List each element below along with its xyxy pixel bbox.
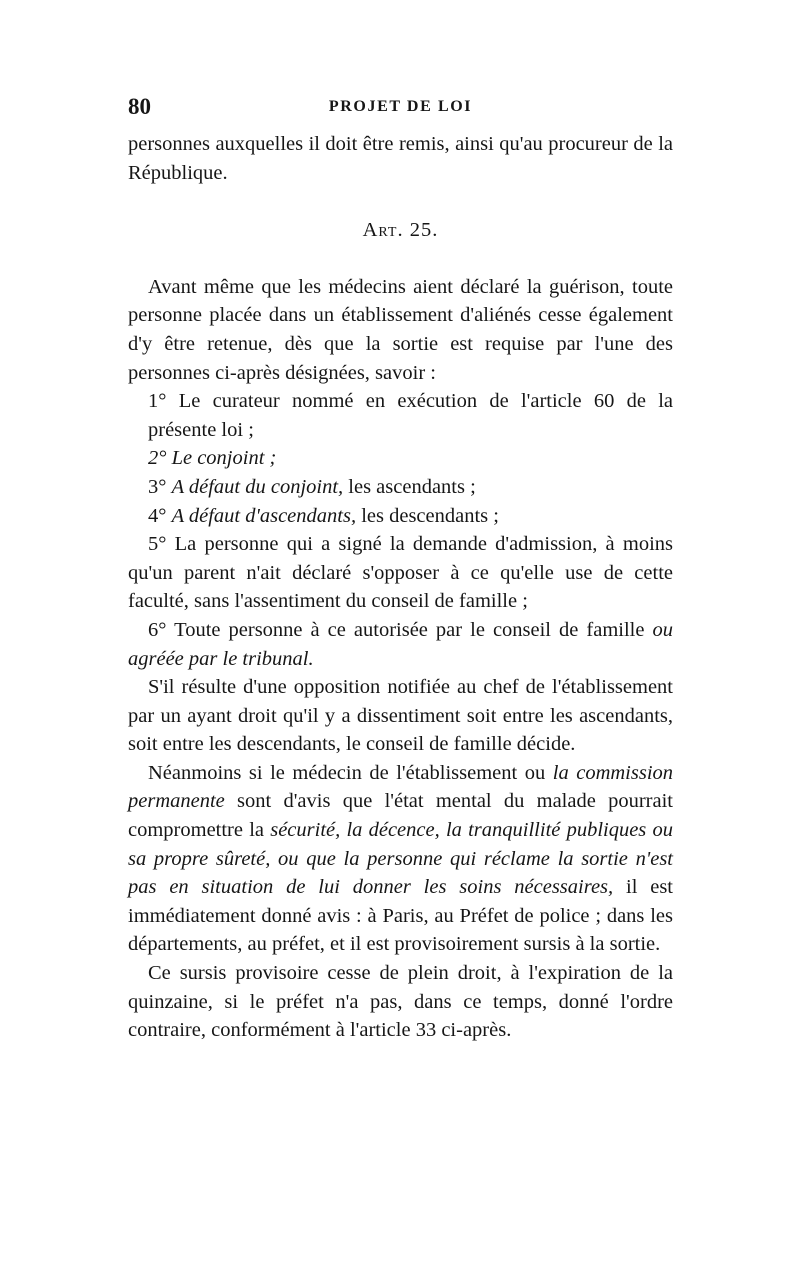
sursis-paragraph: Ce sursis provisoire cesse de plein droit, à l'expiration de la quinzaine, si le préfet n'a pas, dans ce temps, donné l'ordre contraire, conformément à l'article 33 ci-après. (128, 962, 673, 1042)
list-item-6 (128, 616, 673, 673)
page-header (128, 92, 673, 122)
list-item-2 (128, 444, 673, 473)
list-item-3-rest: les ascendants ; (348, 475, 476, 498)
neanmoins-text-1: Néanmoins si le médecin de l'établissement ou (148, 761, 546, 784)
list-item-4-rest: les descendants ; (361, 504, 499, 527)
list-item-5: 5° La personne qui a signé la demande d'admission, à moins qu'un parent n'ait déclaré s'opposer à ce qu'elle use de cette faculté, sans l'assentiment du conseil de famille ; (128, 533, 673, 613)
page-body (128, 130, 673, 1045)
neanmoins-text-2: sont d'avis que l'état mental du malade pourrait compromettre la (128, 790, 673, 842)
list-item-3-number: 3° (148, 475, 167, 498)
list-item-4-italic: A défaut d'ascendants, (171, 504, 357, 527)
running-title: PROJET DE LOI (328, 98, 473, 115)
list-item-3-italic: A défaut du conjoint, (171, 475, 344, 498)
intro-paragraph: Avant même que les médecins aient déclaré la guérison, toute personne placée dans un établissement d'aliénés cesse également d'y être retenue, dès que la sortie est requise par l'une des personnes ci-après désignées, savoir : (128, 275, 673, 384)
list-item-3 (128, 473, 673, 502)
list-item-6-italic: ou agréée par le tribunal. (128, 618, 673, 670)
list-item-4-number: 4° (148, 504, 167, 527)
article-heading: Art. 25. (362, 219, 439, 242)
neanmoins-italic-2: sécurité, la décence, la tranquillité publiques ou sa propre sûreté, ou que la personne qui réclame la sortie n'est pas en situation de lui donner les soins nécessaires, (128, 819, 674, 899)
neanmoins-italic-1: la commission permanente (128, 761, 674, 813)
neanmoins-text-3: il est immédiatement donné avis : à Paris, au Préfet de police ; dans les départements, au préfet, et il est provisoirement sursis à la sortie. (128, 876, 674, 956)
list-item-4 (128, 502, 673, 531)
neanmoins-paragraph (128, 759, 673, 959)
page-number: 80 (128, 94, 151, 119)
list-item-6-text: 6° Toute personne à ce autorisée par le conseil de famille (148, 618, 645, 641)
opposition-paragraph: S'il résulte d'une opposition notifiée au chef de l'établissement par un ayant droit qu'il y a dissentiment soit entre les ascendants, soit entre les descendants, le conseil de famille décide. (128, 676, 673, 756)
list-item-2-text: 2° Le conjoint ; (148, 447, 277, 470)
list-item-1: 1° Le curateur nommé en exécution de l'article 60 de la présente loi ; (148, 390, 673, 441)
continuation-paragraph: personnes auxquelles il doit être remis, ainsi qu'au procureur de la République. (128, 133, 673, 184)
